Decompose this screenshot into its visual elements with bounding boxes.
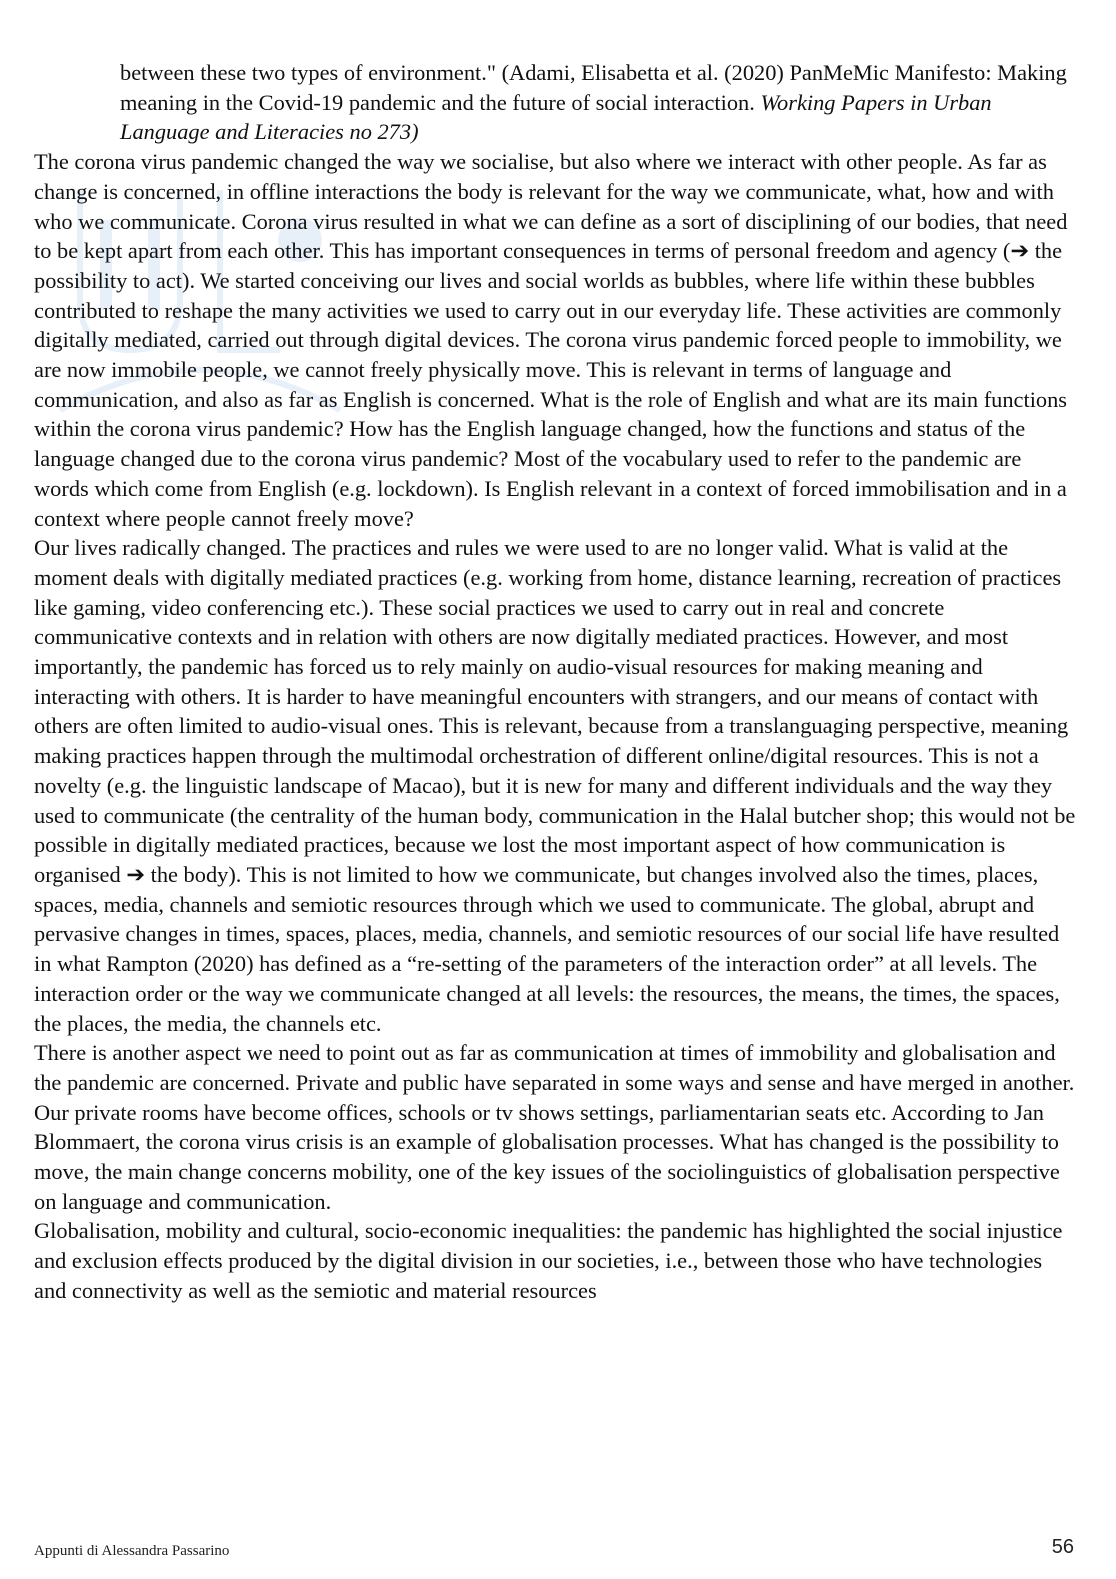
footer-author: Appunti di Alessandra Passarino: [34, 1543, 230, 1559]
page-number: 56: [1051, 1536, 1074, 1558]
paragraph-1: The corona virus pandemic changed the way we socialise, but also where we interact with other people. As far as change is concerned, in offline interactions the body is relevant for the way we communicate, what, how and with who we communicate. Corona virus resulted in what we can define as a sort of disciplining of our bodies, that need to be kept apart from each other. This has important consequences in terms of personal freedom and agency (➔ the possibility to act). We started conceiving our lives and social worlds as bubbles, where life within these bubbles contributed to reshape the many activities we used to carry out in our everyday life. These activities are commonly digitally mediated, carried out through digital devices. The corona virus pandemic forced people to immobility, we are now immobile people, we cannot freely physically move. This is relevant in terms of language and communication, and also as far as English is concerned. What is the role of English and what are its main functions within the corona virus pandemic? How has the English language changed, how the functions and status of the language changed due to the corona virus pandemic? Most of the vocabulary used to refer to the pandemic are words which come from English (e.g. lockdown). Is English relevant in a context of forced immobilisation and in a context where people cannot freely move?: [34, 149, 1068, 531]
paragraph-3: There is another aspect we need to point out as far as communication at times of immobility and globalisation and the pandemic are concerned. Private and public have separated in some ways and sense and have merged in another. Our private rooms have become offices, schools or tv shows settings, parliamentarian seats etc. According to Jan Blommaert, the corona virus crisis is an example of globalisation processes. What has changed is the possibility to move, the main change concerns mobility, one of the key issues of the sociolinguistics of globalisation perspective on language and communication.: [34, 1040, 1075, 1214]
quote-block: [120, 58, 1079, 147]
paragraph-2: Our lives radically changed. The practices and rules we were used to are no longer valid. What is valid at the moment deals with digitally mediated practices (e.g. working from home, distance learning, recreation of practices like gaming, video conferencing etc.). These social practices we used to carry out in real and concrete communicative contexts and in relation with others are now digitally mediated practices. However, and most importantly, the pandemic has forced us to rely mainly on audio-visual resources for making meaning and interacting with others. It is harder to have meaningful encounters with strangers, and our means of contact with others are often limited to audio-visual ones. This is relevant, because from a translanguaging perspective, meaning making practices happen through the multimodal orchestration of different online/digital resources. This is not a novelty (e.g. the linguistic landscape of Macao), but it is new for many and different individuals and the way they used to communicate (the centrality of the human body, communication in the Halal butcher shop; this would not be possible in digitally mediated practices, because we lost the most important aspect of how communication is organised ➔ the body). This is not limited to how we communicate, but changes involved also the times, places, spaces, media, channels and semiotic resources through which we used to communicate. The global, abrupt and pervasive changes in times, spaces, places, media, channels, and semiotic resources of our social life have resulted in what Rampton (2020) has defined as a “re-setting of the parameters of the interaction order” at all levels. The interaction order or the way we communicate changed at all levels: the resources, the means, the times, the spaces, the places, the media, the channels etc.: [34, 535, 1076, 1036]
page-body: [34, 58, 1079, 1306]
paragraph-4: Globalisation, mobility and cultural, socio-economic inequalities: the pandemic has highlighted the social injustice and exclusion effects produced by the digital division in our societies, i.e., between those who have technologies and connectivity as well as the semiotic and material resources: [34, 1218, 1063, 1303]
quote-text: between these two types of environment." (Adami, Elisabetta et al. (2020) PanMeMic Manifesto: Making meaning in the Covid-19 pandemic and the future of social interaction.: [120, 60, 1067, 115]
quote-source: Working Papers in Urban Language and Literacies no 273): [120, 89, 992, 145]
